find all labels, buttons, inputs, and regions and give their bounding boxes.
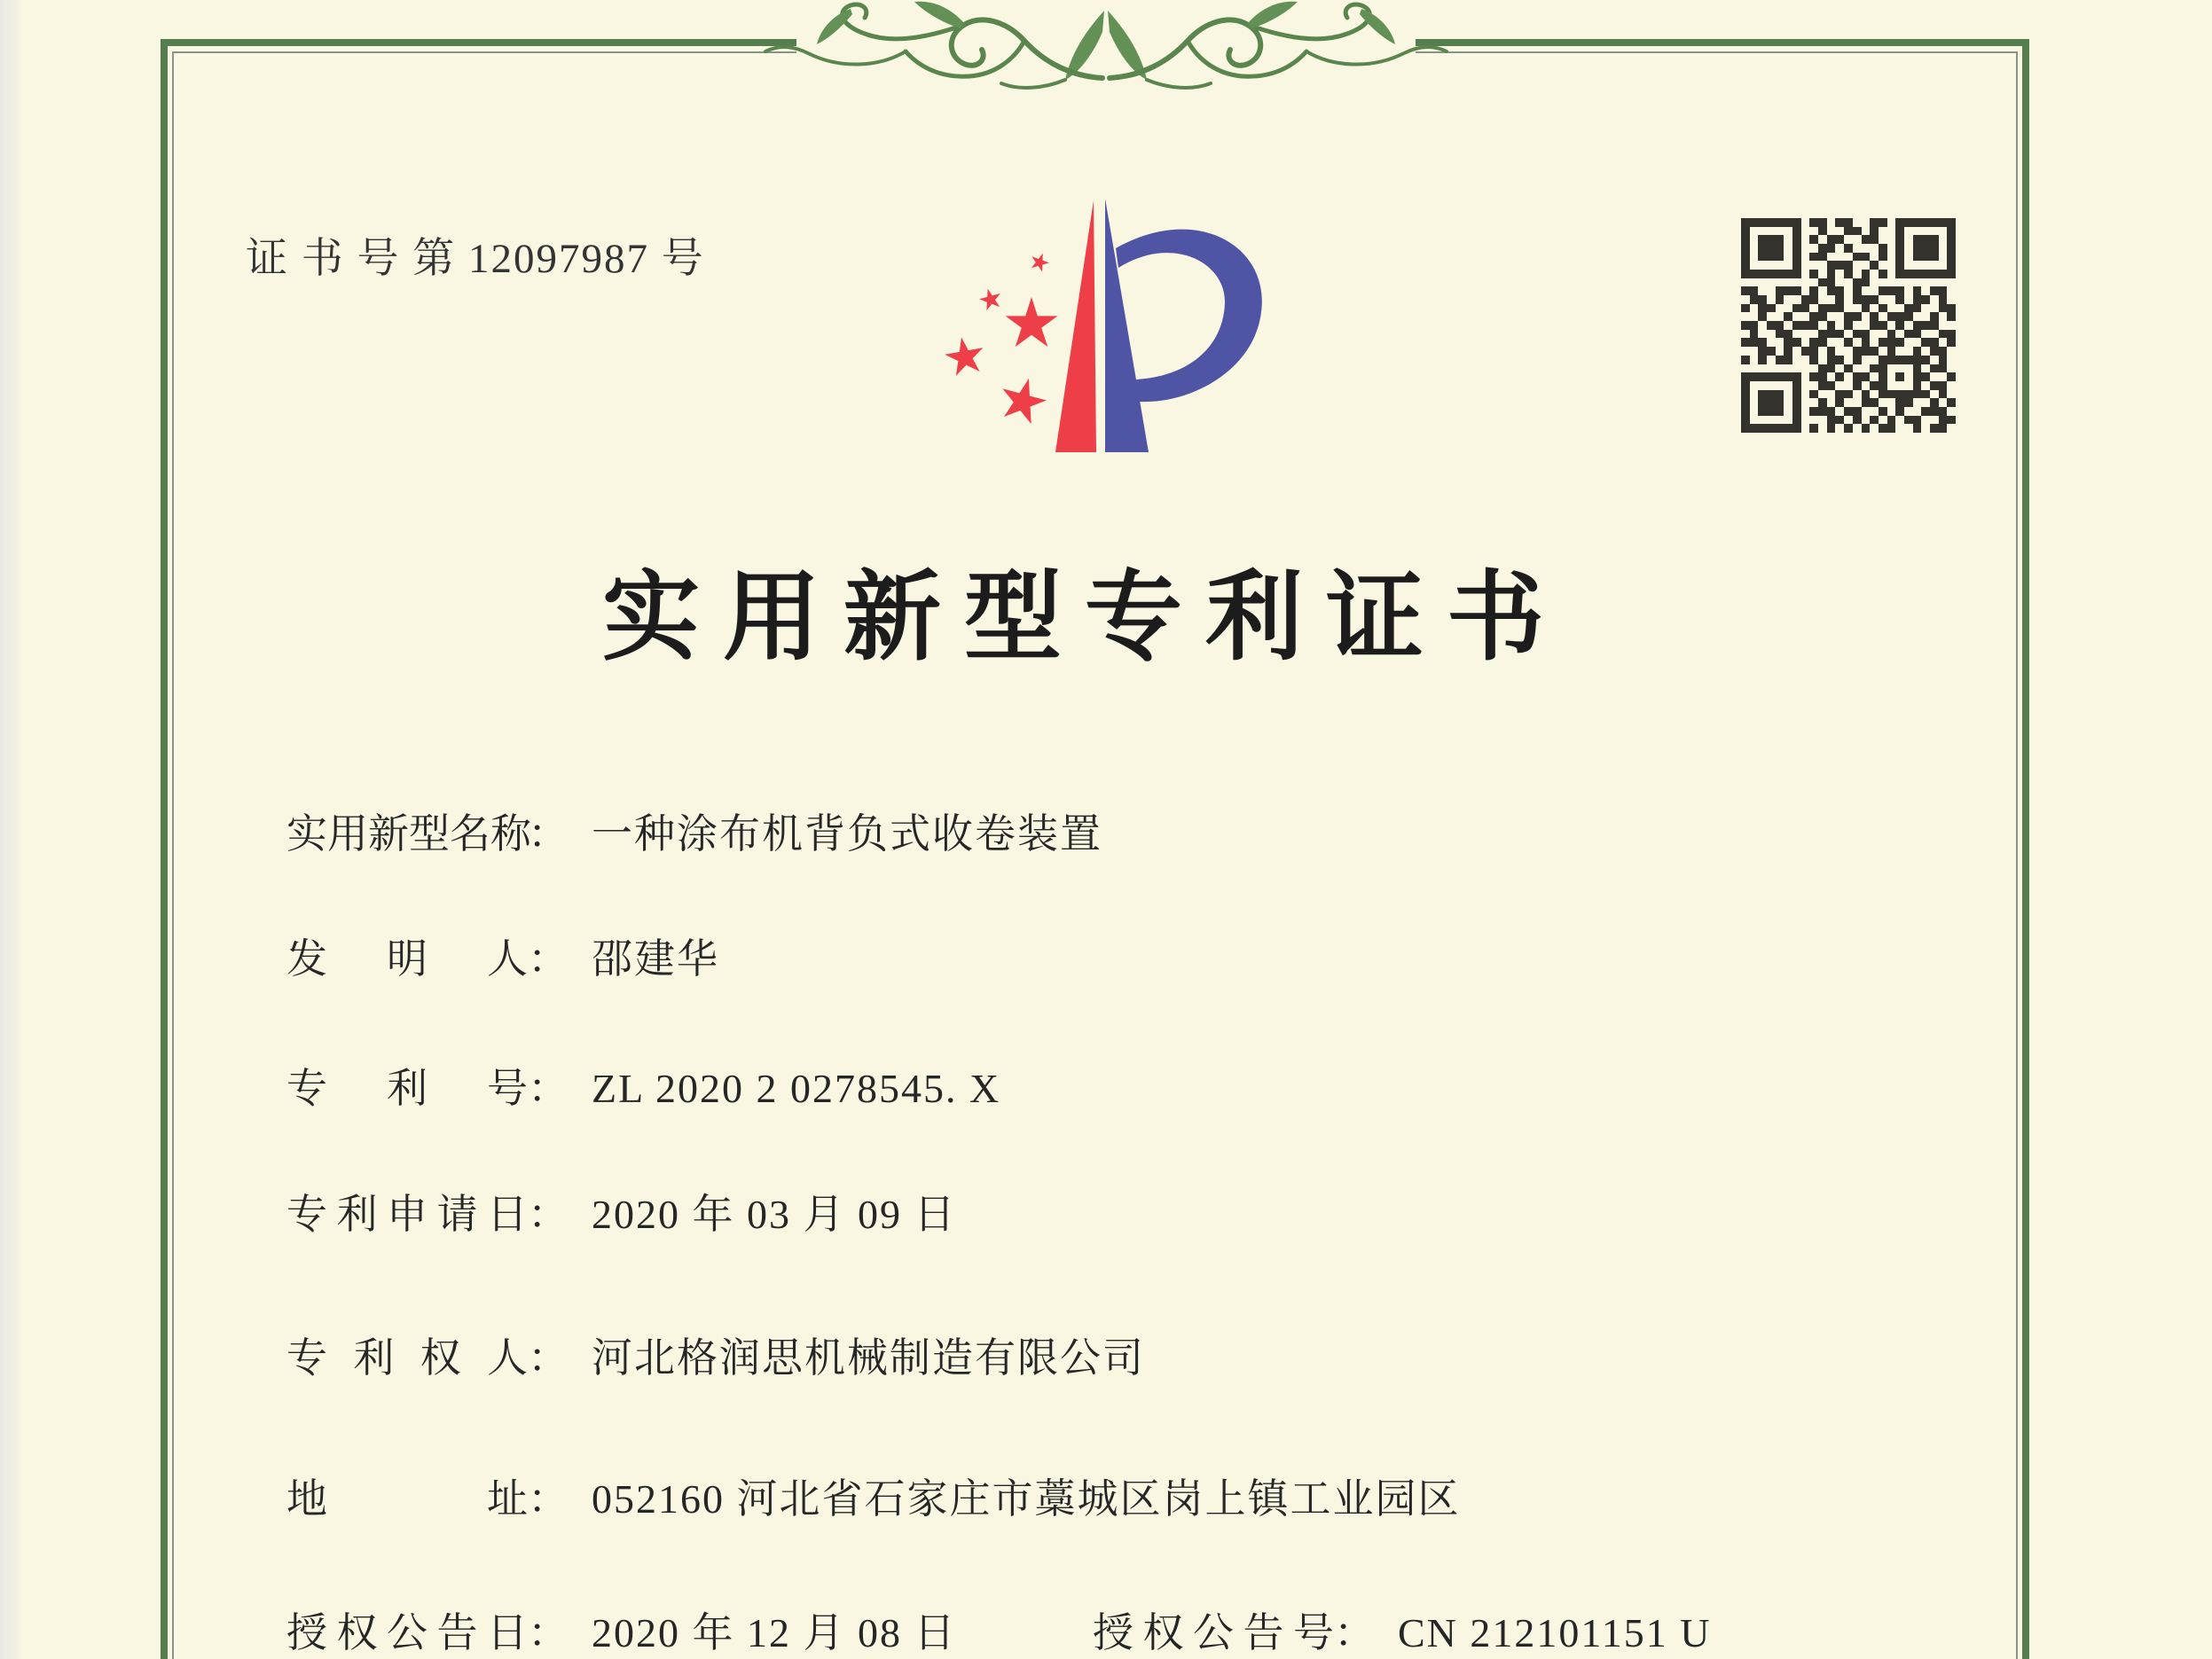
field-value: 2020 年 03 月 09 日	[592, 1192, 957, 1237]
field-value: ZL 2020 2 0278545. X	[592, 1066, 1001, 1111]
field-label: 发明人	[286, 936, 528, 982]
field-label: 授权公告日	[286, 1610, 528, 1655]
field-row-address: 地址： 052160 河北省石家庄市藁城区岗上镇工业园区	[286, 1476, 1461, 1522]
field-row-name: 实用新型名称： 一种涂布机背负式收卷装置	[286, 811, 1102, 857]
cnipa-patent-logo-icon	[931, 195, 1268, 458]
floral-scroll-ornament	[751, 0, 1461, 103]
field-value: CN 212101151 U	[1398, 1610, 1712, 1655]
field-label: 实用新型名称	[286, 811, 531, 857]
field-row-patent-number: 专利号： ZL 2020 2 0278545. X	[286, 1066, 1001, 1111]
field-label: 专利号	[286, 1066, 528, 1111]
field-row-grant-number: 授权公告号： CN 212101151 U	[1093, 1610, 1712, 1655]
field-row-filing-date: 专利申请日： 2020 年 03 月 09 日	[286, 1192, 957, 1237]
field-label: 专利权人	[286, 1335, 528, 1381]
field-row-patentee: 专利权人： 河北格润思机械制造有限公司	[286, 1335, 1145, 1381]
field-row-inventor: 发明人： 邵建华	[286, 936, 719, 982]
field-value: 河北格润思机械制造有限公司	[592, 1335, 1145, 1381]
field-value: 2020 年 12 月 08 日	[592, 1610, 957, 1655]
logo-stars	[942, 250, 1057, 426]
logo-blue-bowl	[1116, 230, 1262, 403]
field-label: 专利申请日	[286, 1192, 528, 1237]
field-label: 授权公告号	[1093, 1610, 1334, 1655]
scan-edge	[0, 0, 23, 1659]
field-value: 邵建华	[592, 936, 719, 982]
field-value: 一种涂布机背负式收卷装置	[592, 811, 1102, 857]
certificate-number: 证 书 号 第 12097987 号	[246, 236, 705, 282]
certificate-title: 实用新型专利证书	[602, 564, 1567, 672]
field-label: 地址	[286, 1476, 528, 1522]
field-value: 052160 河北省石家庄市藁城区岗上镇工业园区	[592, 1476, 1461, 1522]
qr-code	[1741, 218, 1956, 433]
logo-red-wedge	[1055, 200, 1096, 452]
field-row-grant-date: 授权公告日： 2020 年 12 月 08 日	[286, 1610, 957, 1655]
